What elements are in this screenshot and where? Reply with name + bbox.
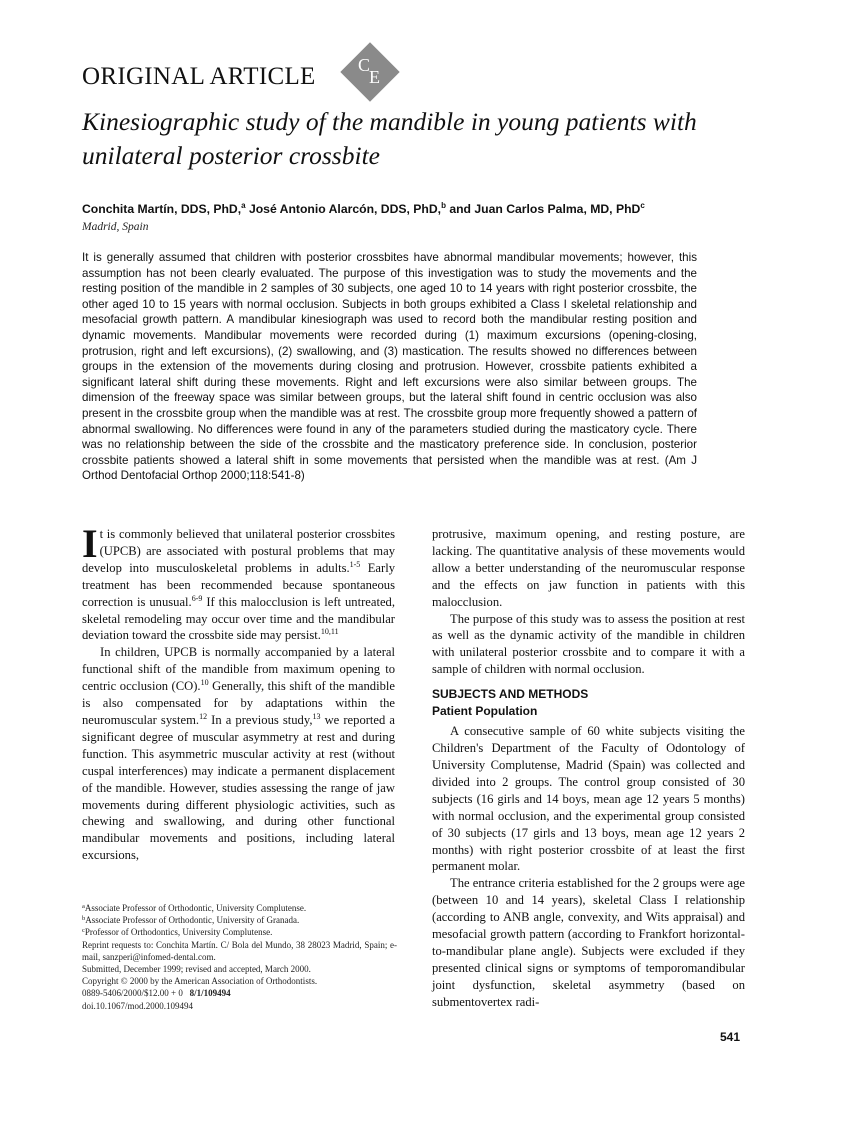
body-column-right	[432, 526, 745, 1011]
text-segment: In a previous study,	[207, 712, 313, 727]
author-name: Conchita Martín, DDS, PhD,	[82, 202, 242, 216]
footnote-text: Professor of Orthodontics, University Complutense.	[84, 927, 273, 938]
abstract: It is generally assumed that children with posterior crossbites have abnormal mandibular movements; however, this assumption has not been clearly evaluated. The purpose of this investigation was to study the movements and the resting position of the mandible in 2 samples of 30 subjects, one aged 10 to 14 years with right posterior crossbite, the other aged 10 to 15 years with normal occlusion. Subjects in both groups exhibited a Class I skeletal relationship and mesofacial growth pattern. A mandibular kinesiograph was used to record both the mandibular resting position and dynamic movements. Mandibular movements were recorded during (1) maximum excursions (opening-closing, protrusion, right and left excursions), (2) swallowing, and (3) mastication. The results showed no differences between groups in the extension of the movements during closing and protrusion. However, crossbite patients exhibited a significant lateral shift during these movements. Right and left excursions were also similar between groups. The dimension of the freeway space was similar between groups, but the lateral shift found in centric occlusion was also present in the crossbite group when the mandible was at rest. The crossbite group more frequently showed a pattern of abnormal swallowing. No differences were found in any of the parameters studied during the masticatory cycle. There was no relationship between the side of the crossbite and the masticatory preference side. In conclusion, posterior crossbite patients showed a lateral shift in some movements that persisted when the mandible was at rest. (Am J Orthod Dentofacial Orthop 2000;118:541-8)	[82, 251, 697, 483]
issn-line	[82, 987, 397, 999]
text-segment: we reported a significant degree of muscular asymmetry at rest and during function. This asymmetric muscular activity at rest (without cuspal interferences) may indicate a permanent displacement of the mandible. However, studies assessing the range of jaw movements during different physiologic activities, such as chewing and swallowing, and during other functional mandibular movements and positions, including lateral excursions,	[82, 712, 395, 863]
citation-ref[interactable]: 1-5	[349, 559, 361, 569]
logo-letter-c: C	[358, 55, 371, 75]
section-heading: SUBJECTS AND METHODS	[432, 687, 589, 702]
footnote-mark: c	[82, 927, 85, 935]
subsection-heading: Patient Population	[432, 704, 538, 719]
author-affiliation-mark: c	[640, 201, 645, 210]
text-segment: Early treatment has been recommended because spontaneous correction is unusual.	[82, 560, 395, 609]
author-list	[82, 202, 782, 216]
text-segment: If this malocclusion is left untreated, skeletal remodeling may occur over time and the mandibular deviation toward the crossbite side may persist.	[82, 594, 395, 643]
text-segment: In children, UPCB is normally accompanied by a lateral functional shift of the mandible from maximum opening to centric occlusion (CO).	[82, 645, 395, 694]
footnotes	[82, 902, 397, 1012]
ce-diamond-icon	[341, 43, 399, 101]
author-name: and Juan Carlos Palma, MD, PhD	[445, 202, 641, 216]
article-code: 8/1/109494	[189, 988, 231, 999]
body-column-left	[82, 521, 395, 864]
citation-ref[interactable]: 10	[200, 678, 209, 688]
citation-ref[interactable]: 10,11	[320, 627, 339, 637]
issn: 0889-5406/2000/$12.00 + 0	[82, 988, 183, 999]
article-header	[82, 48, 316, 104]
footnote-mark: a	[82, 903, 85, 910]
author-affiliation-mark: a	[241, 201, 246, 210]
author-affiliation-mark: b	[441, 201, 446, 210]
purpose-paragraph: The purpose of this study was to assess the position at rest as well as the dynamic activity of the mandible in children with unilateral posterior crossbite and to compare it with a sample of children with normal occlusion.	[432, 611, 745, 677]
footnote-b	[82, 914, 397, 926]
doi[interactable]: doi.10.1067/mod.2000.109494	[82, 1000, 194, 1011]
citation-ref[interactable]: 12	[199, 711, 208, 721]
footnote-text: Associate Professor of Orthodontic, University Complutense.	[84, 903, 307, 913]
submission-dates: Submitted, December 1999; revised and accepted, March 2000.	[82, 964, 311, 975]
methods-paragraph-2: The entrance criteria established for the 2 groups were age (between 10 and 14 years), skeletal Class I relationship (according to ANB angle, convexity, and Wits appraisal) and mesofacial growth pattern (according to Frankfort horizontal-to-mandibular plane angle). Subjects were excluded if they presented clinical signs or symptoms of temporomandibular joint dysfunction, skeletal asymmetry (based on submentovertex radi-	[432, 876, 745, 1009]
footnote-mark: b	[82, 915, 86, 923]
citation-ref[interactable]: 6-9	[191, 593, 203, 603]
intro-paragraph-continued: protrusive, maximum opening, and resting posture, are lacking. The quantitative analysis of these movements would allow a better understanding of the neuromuscular response and the effects on jaw function in patients with this malocclusion.	[432, 527, 745, 609]
logo-letter-e: E	[369, 67, 380, 87]
section-label: ORIGINAL ARTICLE	[82, 62, 316, 90]
author-location: Madrid, Spain	[82, 221, 149, 233]
reprint-requests: Reprint requests to: Conchita Martín. C/ Bola del Mundo, 38 28023 Madrid, Spain; e-mail, sanzperi@infomed-dental.com.	[82, 939, 397, 962]
text-segment: t is commonly believed that unilateral posterior crossbites (UPCB) are associated with postural problems that may develop into musculoskeletal problems in adults.	[82, 527, 395, 575]
author-name: José Antonio Alarcón, DDS, PhD,	[245, 202, 442, 216]
methods-paragraph-1: A consecutive sample of 60 white subjects visiting the Children's Department of the Faculty of Odontology of University Complutense, Madrid (Spain) was collected and divided into 2 groups. The control group consisted of 30 subjects (16 girls and 14 boys, mean age 12 years 5 months) with normal occlusion, and the experimental group consisted of 30 subjects (17 girls and 13 boys, mean age 12 years 2 months) with right posterior crossbite of at least the first permanent molar.	[432, 724, 745, 874]
text-segment: Generally, this shift of the mandible is also compensated for by adaptations within the neuromuscular system.	[82, 679, 395, 727]
article-title: Kinesiographic study of the mandible in young patients with unilateral posterior crossbite	[82, 107, 697, 170]
footnote-c	[82, 926, 397, 938]
drop-cap: I	[82, 521, 98, 566]
footnote-text: Associate Professor of Orthodontic, University of Granada.	[85, 915, 300, 926]
footnote-a	[82, 902, 397, 914]
intro-paragraph-2	[82, 644, 395, 864]
citation-ref[interactable]: 13	[312, 711, 321, 721]
intro-paragraph-1	[82, 521, 395, 644]
copyright-notice: Copyright © 2000 by the American Association of Orthodontists.	[82, 976, 318, 987]
page-number: 541	[720, 1030, 741, 1044]
